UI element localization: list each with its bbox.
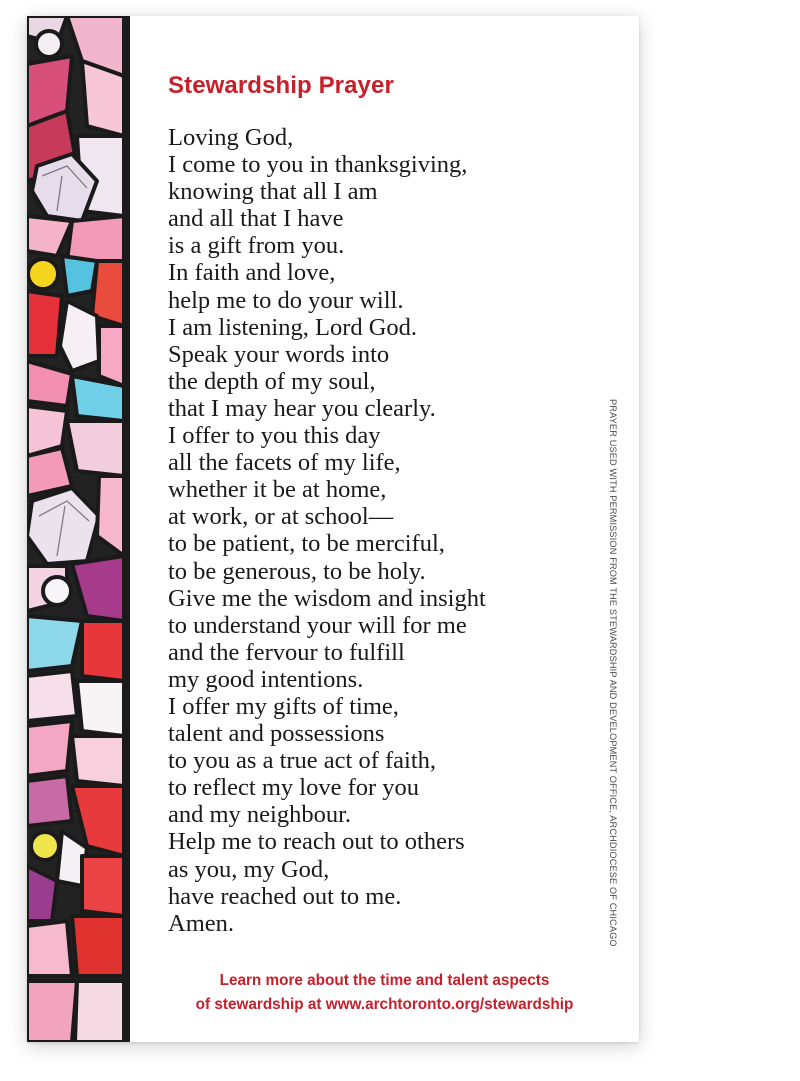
footer-line-2: of stewardship at www.archtoronto.org/stewardship [195,996,574,1013]
prayer-line: talent and possessions [168,720,385,748]
prayer-line: is a gift from you. [168,232,345,260]
permission-credit [608,399,620,947]
prayer-line: help me to do your will. [168,286,404,314]
prayer-line: and all that I have [168,205,344,233]
prayer-line: Amen. [168,909,234,937]
prayer-line: Loving God, [168,124,294,151]
prayer-line: have reached out to me. [168,882,402,910]
prayer-line: Speak your words into [168,340,390,368]
prayer-line: to be patient, to be merciful, [168,530,445,558]
prayer-text [168,124,619,937]
prayer-line: to understand your will for me [168,611,467,639]
prayer-line: and my neighbour. [168,801,352,829]
prayer-line: all the facets of my life, [168,449,401,477]
prayer-line: knowing that all I am [168,178,378,206]
stained-glass-border [27,16,124,1042]
prayer-line: I offer to you this day [168,422,381,450]
prayer-content [168,72,619,937]
prayer-line: at work, or at school— [168,503,394,531]
prayer-line: to you as a true act of faith, [168,747,437,775]
prayer-line: In faith and love, [168,259,336,287]
prayer-line: to be generous, to be holy. [168,557,426,585]
prayer-title: Stewardship Prayer [168,72,394,99]
prayer-line: to reflect my love for you [168,774,420,802]
permission-credit-text: PRAYER USED WITH PERMISSION FROM THE STEWARDSHIP AND DEVELOPMENT OFFICE, ARCHDIOCESE OF CHICAGO [608,399,618,947]
prayer-line: my good intentions. [168,665,364,693]
prayer-line: I come to you in thanksgiving, [168,151,468,179]
prayer-line: as you, my God, [168,855,330,883]
prayer-line: and the fervour to fulfill [168,638,405,666]
prayer-line: Help me to reach out to others [168,828,465,856]
prayer-line: whether it be at home, [168,476,387,504]
prayer-line: I am listening, Lord God. [168,313,418,341]
prayer-line: I offer my gifts of time, [168,692,399,720]
prayer-line: that I may hear you clearly. [168,394,436,422]
footer-line-1: Learn more about the time and talent aspects [219,972,550,989]
divider-bar [124,16,130,1042]
prayer-card [27,16,639,1042]
prayer-line: Give me the wisdom and insight [168,584,486,612]
footer-note [130,969,639,1017]
prayer-line: the depth of my soul, [168,367,376,395]
